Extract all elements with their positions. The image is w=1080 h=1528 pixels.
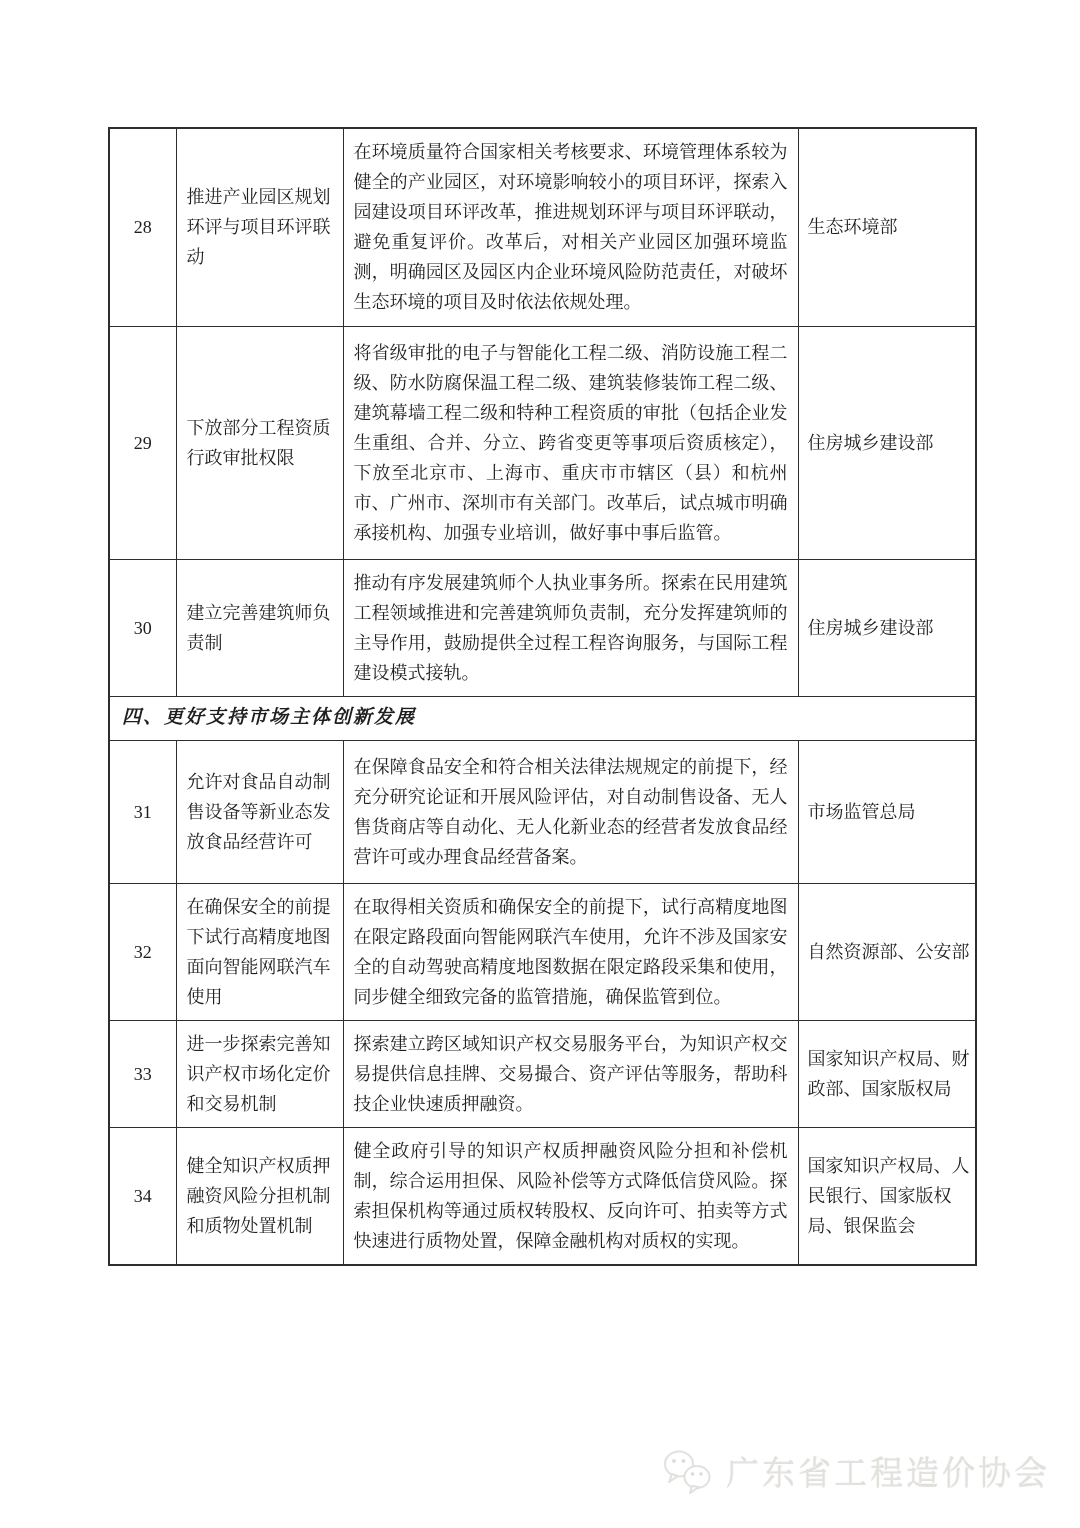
- description-cell: 将省级审批的电子与智能化工程二级、消防设施工程二级、防水防腐保温工程二级、建筑装修装饰工程二级、建筑幕墙工程二级和特种工程资质的审批（包括企业发生重组、合并、分立、跨省变更等事项后资质核定），下放至北京市、上海市、重庆市市辖区（县）和杭州市、广州市、深圳市有关部门。改革后，试点城市明确承接机构、加强专业培训，做好事中事后监管。: [343, 326, 798, 559]
- department-cell: 住房城乡建设部: [798, 559, 976, 696]
- table-row: [109, 1127, 976, 1265]
- row-number-cell: 30: [109, 559, 176, 696]
- task-cell: 在确保安全的前提下试行高精度地图面向智能网联汽车使用: [176, 883, 343, 1020]
- row-number-cell: 31: [109, 740, 176, 883]
- description-cell: 在保障食品安全和符合相关法律法规规定的前提下，经充分研究论证和开展风险评估，对自动制售设备、无人售货商店等自动化、无人化新业态的经营者发放食品经营许可或办理食品经营备案。: [343, 740, 798, 883]
- description-cell: 推动有序发展建筑师个人执业事务所。探索在民用建筑工程领域推进和完善建筑师负责制，充分发挥建筑师的主导作用，鼓励提供全过程工程咨询服务，与国际工程建设模式接轨。: [343, 559, 798, 696]
- row-number-cell: 34: [109, 1127, 176, 1265]
- task-cell: 推进产业园区规划环评与项目环评联动: [176, 128, 343, 326]
- department-cell: 国家知识产权局、财政部、国家版权局: [798, 1020, 976, 1127]
- section-header-label: 四、更好支持市场主体创新发展: [109, 696, 976, 740]
- department-cell: 市场监管总局: [798, 740, 976, 883]
- policy-measures-table-body: [109, 128, 976, 1265]
- table-row: [109, 559, 976, 696]
- description-cell: 探索建立跨区域知识产权交易服务平台，为知识产权交易提供信息挂牌、交易撮合、资产评估等服务，帮助科技企业快速质押融资。: [343, 1020, 798, 1127]
- task-cell: 允许对食品自动制售设备等新业态发放食品经营许可: [176, 740, 343, 883]
- table-row: [109, 1020, 976, 1127]
- description-cell: 在环境质量符合国家相关考核要求、环境管理体系较为健全的产业园区，对环境影响较小的项目环评，探索入园建设项目环评改革，推进规划环评与项目环评联动，避免重复评价。改革后，对相关产业园区加强环境监测，明确园区及园区内企业环境风险防范责任，对破坏生态环境的项目及时依法依规处理。: [343, 128, 798, 326]
- table-row: [109, 883, 976, 1020]
- department-cell: 生态环境部: [798, 128, 976, 326]
- department-cell: 国家知识产权局、人民银行、国家版权局、银保监会: [798, 1127, 976, 1265]
- row-number-cell: 28: [109, 128, 176, 326]
- task-cell: 建立完善建筑师负责制: [176, 559, 343, 696]
- row-number-cell: 32: [109, 883, 176, 1020]
- row-number-cell: 33: [109, 1020, 176, 1127]
- description-cell: 健全政府引导的知识产权质押融资风险分担和补偿机制，综合运用担保、风险补偿等方式降低信贷风险。探索担保机构等通过质权转股权、反向许可、拍卖等方式快速进行质物处置，保障金融机构对质权的实现。: [343, 1127, 798, 1265]
- task-cell: 进一步探索完善知识产权市场化定价和交易机制: [176, 1020, 343, 1127]
- watermark-text: 广东省工程造价协会: [726, 1455, 1050, 1492]
- watermark: [662, 1448, 1050, 1495]
- wechat-logo-icon: [662, 1449, 716, 1495]
- task-cell: 下放部分工程资质行政审批权限: [176, 326, 343, 559]
- task-cell: 健全知识产权质押融资风险分担机制和质物处置机制: [176, 1127, 343, 1265]
- table-row: [109, 326, 976, 559]
- department-cell: 住房城乡建设部: [798, 326, 976, 559]
- table-row: [109, 740, 976, 883]
- policy-measures-table: [108, 127, 977, 1266]
- description-cell: 在取得相关资质和确保安全的前提下，试行高精度地图在限定路段面向智能网联汽车使用，允许不涉及国家安全的自动驾驶高精度地图数据在限定路段采集和使用，同步健全细致完备的监管措施，确保监管到位。: [343, 883, 798, 1020]
- section-header-row: [109, 696, 976, 740]
- row-number-cell: 29: [109, 326, 176, 559]
- table-row: [109, 128, 976, 326]
- department-cell: 自然资源部、公安部: [798, 883, 976, 1020]
